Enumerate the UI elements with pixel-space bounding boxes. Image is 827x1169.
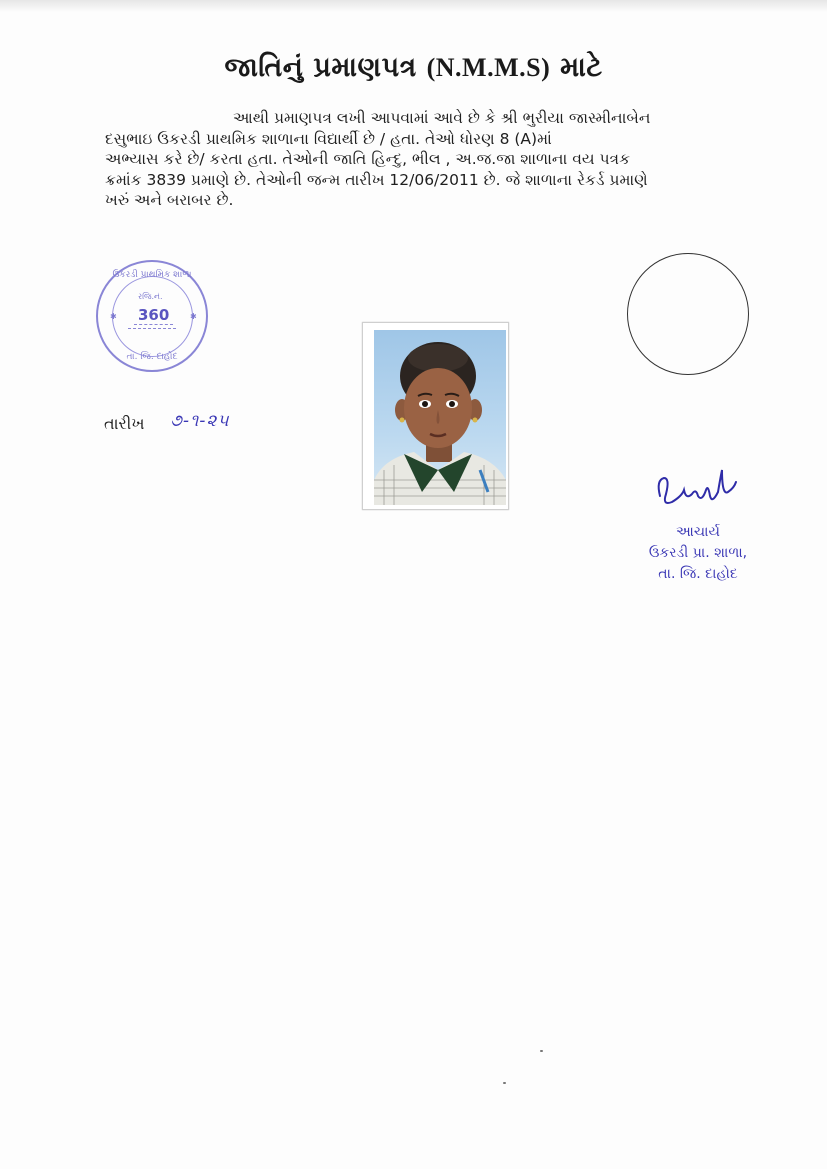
stamp-star-icon: ✱ <box>110 312 117 321</box>
photo-placeholder-circle <box>627 253 749 375</box>
body-line: ખરું અને બરાબર છે. <box>105 191 234 209</box>
stamp-top-text: ઉકરડી પ્રાથમિક શાળા <box>112 270 192 280</box>
signatory-role: આચાર્ય <box>676 524 720 540</box>
title-text-1: જાતિનું પ્રમાણપત્ર <box>224 52 417 83</box>
signatory-location: તા. જિ. દાહોદ <box>658 566 738 582</box>
date-value: ૭-૧-૨૫ <box>170 411 230 431</box>
signature-block <box>608 522 788 585</box>
scan-speck <box>540 1050 543 1052</box>
principal-signature <box>648 466 748 512</box>
school-seal-stamp <box>96 260 208 372</box>
stamp-star-icon: ✱ <box>190 312 197 321</box>
body-line: દસુભાઇ ઉકરડી પ્રાથમિક શાળાના વિદ્યાર્થી છે / હતા. તેઓ ધોરણ 8 (A)માં <box>105 129 552 148</box>
scan-speck <box>503 1082 506 1084</box>
scan-top-edge <box>0 0 827 12</box>
body-line: અભ્યાસ કરે છે/ કરતા હતા. તેઓની જાતિ હિન્દુ, ભીલ , અ.જ.જા શાળાના વય પત્રક <box>105 150 631 168</box>
date-label: તારીખ <box>104 414 145 433</box>
body-line: ક્રમાંક 3839 પ્રમાણે છે. તેઓની જન્મ તારીખ 12/06/2011 છે. જે શાળાના રેકર્ડ પ્રમાણે <box>105 170 648 189</box>
signatory-school: ઉકરડી પ્રા. શાળા, <box>648 545 748 561</box>
student-portrait-icon <box>374 330 506 505</box>
title-text-2: માટે <box>560 52 603 83</box>
stamp-number-label: રજિ.નં. <box>138 292 163 301</box>
body-line: આથી પ્રમાણપત્ર લખી આપવામાં આવે છે કે શ્રી ભુરીયા જાસ્મીનાબેન <box>233 109 651 127</box>
stamp-dashed-line <box>128 328 176 329</box>
student-photo <box>374 330 506 505</box>
photo-frame <box>362 322 509 510</box>
stamp-number: 360 <box>134 306 173 325</box>
title-abbreviation: (N.M.M.S) <box>426 53 551 82</box>
certificate-body <box>105 108 763 211</box>
page-title <box>0 52 827 84</box>
stamp-bottom-text: તા. જિ. દાહોદ <box>126 352 178 362</box>
